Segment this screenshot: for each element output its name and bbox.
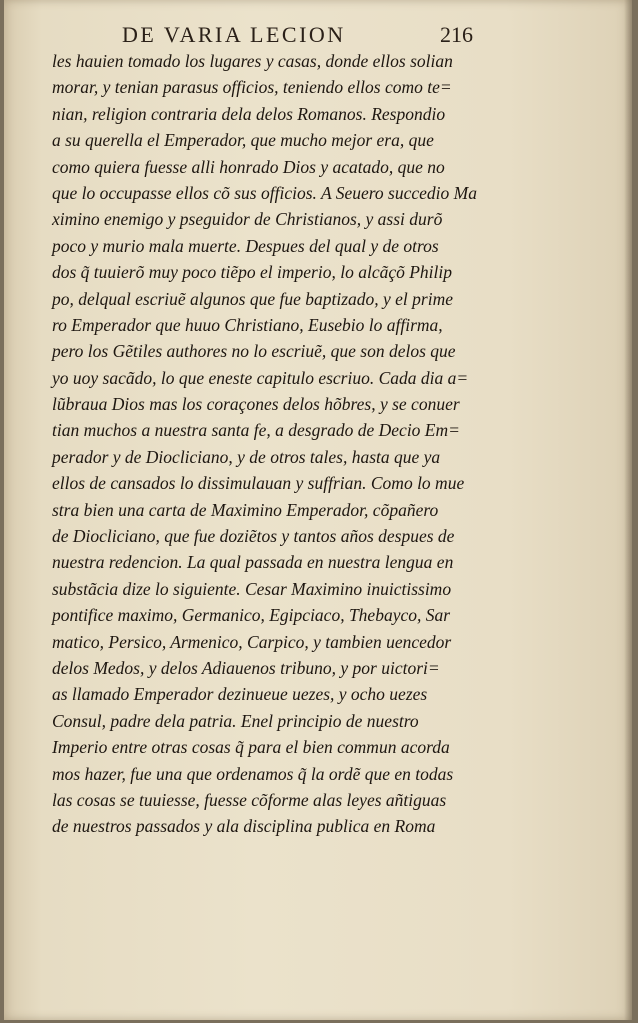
text-line: les hauien tomado los lugares y casas, donde ellos solian: [52, 51, 453, 71]
text-line: substãcia dize lo siguiente. Cesar Maximino inuictissimo: [52, 578, 452, 599]
text-line: yo uoy sacãdo, lo que eneste capitulo escriuo. Cada dia a=: [52, 367, 469, 388]
text-line: perador y de Diocliciano, y de otros tales, hasta que ya: [52, 446, 441, 467]
text-line: morar, y tenian parasus officios, teniendo ellos como te=: [52, 77, 452, 98]
text-line: que lo occupasse ellos cõ sus officios. A Seuero succedio Ma: [52, 182, 477, 203]
text-line: poco y murio mala muerte. Despues del qual y de otros: [52, 235, 439, 256]
text-line: tian muchos a nuestra santa fe, a desgrado de Decio Em=: [52, 420, 460, 441]
running-title: DE VARIA LECION: [122, 22, 346, 47]
book-page: [4, 0, 632, 1020]
text-line: ellos de cansados lo dissimulauan y suffrian. Como lo mue: [52, 473, 465, 494]
text-line: las cosas se tuuiesse, fuesse cõforme alas leyes añtiguas: [52, 789, 447, 810]
text-line: ximino enemigo y pseguidor de Christianos, y assi durõ: [52, 209, 443, 230]
text-line: delos Medos, y delos Adiauenos tribuno, y por uictori=: [52, 657, 440, 678]
body-text: [52, 48, 512, 840]
text-line: nian, religion contraria dela delos Romanos. Respondio: [52, 103, 446, 124]
text-line: lũbraua Dios mas los coraçones delos hõbres, y se conuer: [52, 394, 460, 415]
text-line: po, delqual escriuẽ algunos que fue baptizado, y el prime: [52, 288, 453, 309]
text-line: ro Emperador que huuo Christiano, Eusebio lo affirma,: [52, 314, 443, 335]
text-line: pontifice maximo, Germanico, Egipciaco, Thebayco, Sar: [52, 605, 451, 626]
text-line: como quiera fuesse alli honrado Dios y acatado, que no: [52, 156, 445, 177]
text-line: pero los Gẽtiles authores no lo escriuẽ, que son delos que: [52, 341, 456, 362]
page-number: 216: [440, 22, 473, 47]
text-line: matico, Persico, Armenico, Carpico, y tambien uencedor: [52, 631, 452, 652]
text-line: as llamado Emperador dezinueue uezes, y ocho uezes: [52, 684, 428, 705]
text-line: mos hazer, fue una que ordenamos q̃ la ordẽ que en todas: [52, 763, 454, 784]
text-line: stra bien una carta de Maximino Emperador, cõpañero: [52, 499, 439, 520]
text-line: Consul, padre dela patria. Enel principio de nuestro: [52, 710, 419, 731]
text-line: Imperio entre otras cosas q̃ para el bien commun acorda: [52, 737, 450, 758]
text-line: nuestra redencion. La qual passada en nuestra lengua en: [52, 552, 454, 573]
text-line: a su querella el Emperador, que mucho mejor era, que: [52, 130, 434, 151]
text-line: de nuestros passados y ala disciplina publica en Roma: [52, 816, 436, 837]
text-line: de Diocliciano, que fue doziẽtos y tantos años despues de: [52, 526, 455, 547]
text-line: dos q̃ tuuierõ muy poco tiẽpo el imperio, lo alcãçõ Philip: [52, 262, 453, 283]
